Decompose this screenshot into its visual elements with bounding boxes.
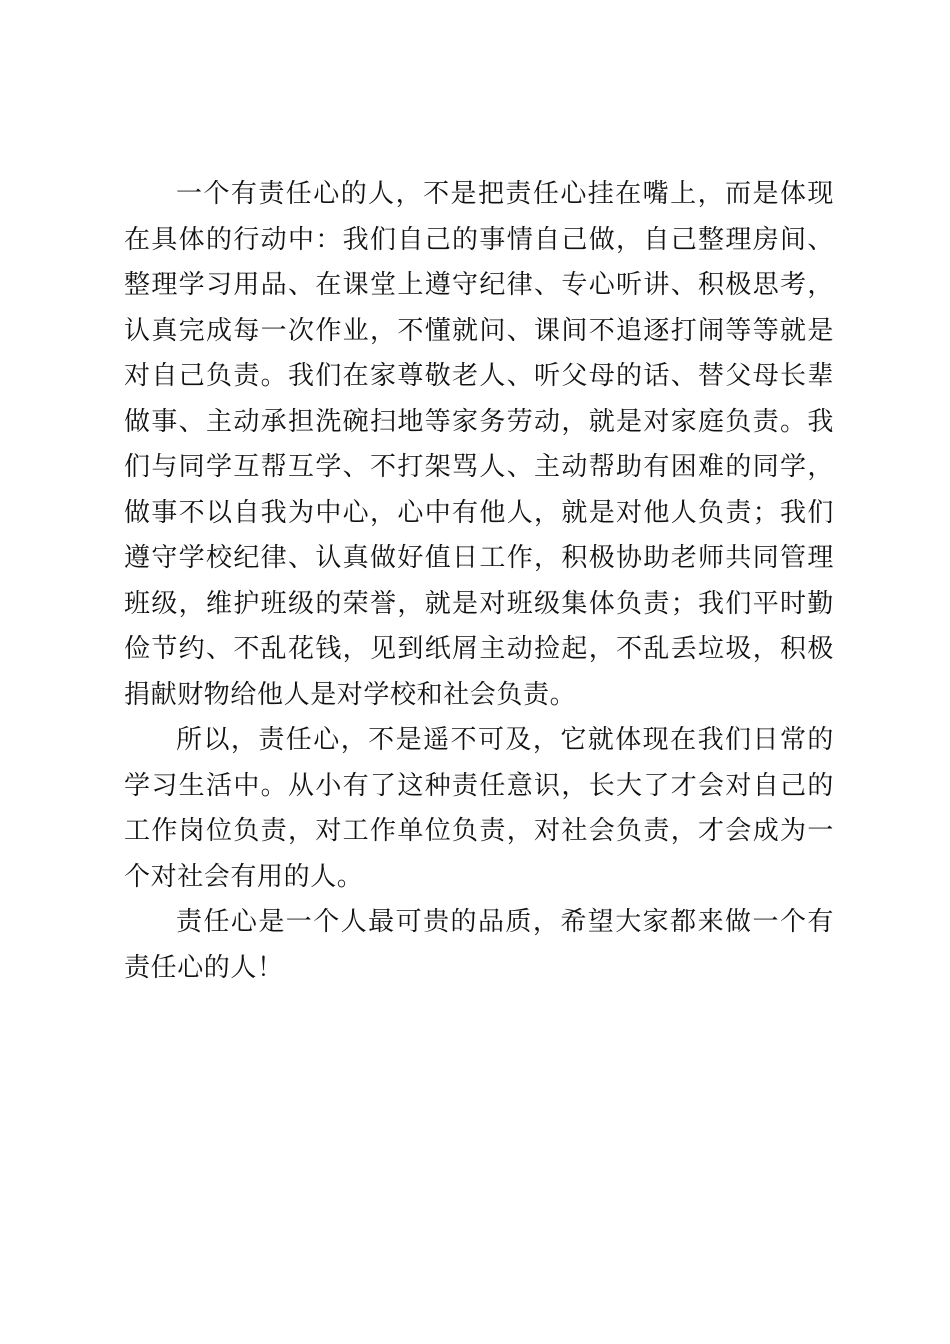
paragraph-daily-life: 所以，责任心，不是遥不可及，它就体现在我们日常的学习生活中。从小有了这种责任意识，长大了才会对自己的工作岗位负责，对工作单位负责，对社会负责，才会成为一个对社会有用的人。 <box>124 725 834 892</box>
paragraph-responsibility-examples: 一个有责任心的人，不是把责任心挂在嘴上，而是体现在具体的行动中：我们自己的事情自己做，自己整理房间、整理学习用品、在课堂上遵守纪律、专心听讲、积极思考，认真完成每一次作业，不懂就问、课间不追逐打闹等等就是对自己负责。我们在家尊敬老人、听父母的话、替父母长辈做事、主动承担洗碗扫地等家务劳动，就是对家庭负责。我们与同学互帮互学、不打架骂人、主动帮助有困难的同学，做事不以自我为中心，心中有他人，就是对他人负责；我们遵守学校纪律、认真做好值日工作，积极协助老师共同管理班级，维护班级的荣誉，就是对班级集体负责；我们平时勤俭节约、不乱花钱，见到纸屑主动捡起，不乱丢垃圾，积极捐献财物给他人是对学校和社会负责。 <box>124 179 834 710</box>
paragraph-conclusion: 责任心是一个人最可贵的品质，希望大家都来做一个有责任心的人！ <box>124 907 834 983</box>
document-body <box>124 172 834 991</box>
